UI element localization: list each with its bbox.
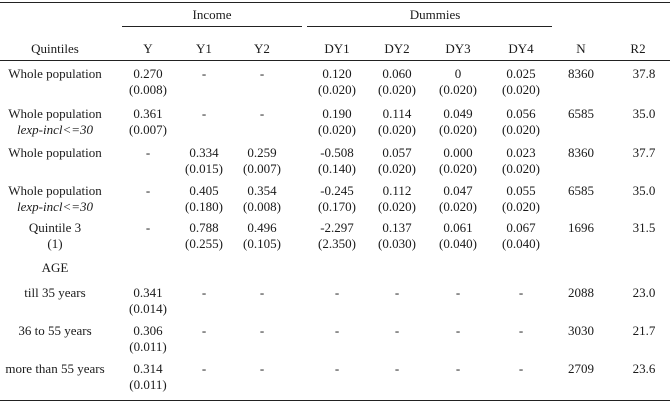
cell-y2: - <box>259 66 265 81</box>
cell-y1: 0.788 <box>189 220 219 235</box>
cell-dy4: 0.055 <box>506 183 536 198</box>
cell-dy4: (0.020) <box>502 199 540 214</box>
cell-dy4: 0.025 <box>506 66 536 81</box>
cell-y2: - <box>259 285 265 300</box>
cell-y2: (0.105) <box>243 236 281 251</box>
row-label: AGE <box>41 260 69 275</box>
cell-dy1: -2.297 <box>320 220 354 235</box>
cell-dy1: (0.140) <box>318 161 356 176</box>
cell-dy3: (0.020) <box>439 122 477 137</box>
cell-dy1: (0.020) <box>318 82 356 97</box>
cell-dy1: (0.020) <box>318 122 356 137</box>
row-label: till 35 years <box>24 285 86 300</box>
cell-r2: 23.6 <box>632 361 656 376</box>
cell-dy1: -0.245 <box>320 183 354 198</box>
cell-dy2: 0.060 <box>382 66 412 81</box>
cell-dy2: (0.020) <box>378 122 416 137</box>
cell-dy2: 0.057 <box>382 145 412 160</box>
column-header-quintiles: Quintiles <box>31 41 79 56</box>
cell-dy3: 0.061 <box>443 220 473 235</box>
column-header-y: Y <box>143 41 153 56</box>
cell-y2: - <box>259 323 265 338</box>
cell-y: - <box>145 220 151 235</box>
cell-dy3: - <box>455 361 461 376</box>
cell-n: 3030 <box>568 323 594 338</box>
row-label: Whole population <box>8 145 102 160</box>
cell-dy1: -0.508 <box>320 145 354 160</box>
cell-y: 0.361 <box>133 106 163 121</box>
cell-y: (0.011) <box>129 377 167 392</box>
cell-dy3: (0.020) <box>439 161 477 176</box>
cell-y: (0.014) <box>129 301 167 316</box>
cell-y1: 0.405 <box>189 183 219 198</box>
cell-dy4: (0.040) <box>502 236 540 251</box>
row-label: lexp-incl<=30 <box>16 122 94 137</box>
cell-y: - <box>145 183 151 198</box>
row-label: Whole population <box>8 106 102 121</box>
cell-r2: 35.0 <box>632 183 656 198</box>
cell-dy1: (0.170) <box>318 199 356 214</box>
cell-y: (0.007) <box>129 122 167 137</box>
cell-dy4: (0.020) <box>502 122 540 137</box>
cell-dy2: (0.020) <box>378 161 416 176</box>
cell-dy3: (0.020) <box>439 82 477 97</box>
cell-dy3: 0 <box>454 66 462 81</box>
group-header-dummies: Dummies <box>409 7 461 22</box>
cell-dy1: - <box>334 361 340 376</box>
row-label: Whole population <box>8 183 102 198</box>
income-rule <box>122 26 302 27</box>
cell-dy2: (0.020) <box>378 82 416 97</box>
cell-n: 2088 <box>568 285 594 300</box>
column-header-dy1: DY1 <box>324 41 350 56</box>
column-header-dy3: DY3 <box>445 41 471 56</box>
cell-dy4: 0.023 <box>506 145 536 160</box>
cell-dy2: - <box>394 285 400 300</box>
cell-r2: 31.5 <box>632 220 656 235</box>
cell-y: - <box>145 145 151 160</box>
cell-dy1: - <box>334 323 340 338</box>
cell-dy2: (0.030) <box>378 236 416 251</box>
cell-dy3: (0.020) <box>439 199 477 214</box>
cell-y: 0.314 <box>133 361 163 376</box>
cell-n: 1696 <box>568 220 594 235</box>
cell-dy4: 0.067 <box>506 220 536 235</box>
cell-r2: 23.0 <box>632 285 656 300</box>
cell-dy4: - <box>518 323 524 338</box>
cell-r2: 37.7 <box>632 145 656 160</box>
top-rule <box>0 2 670 3</box>
cell-y2: 0.354 <box>247 183 277 198</box>
row-label: more than 55 years <box>5 361 105 376</box>
cell-y: (0.011) <box>129 339 167 354</box>
header-rule <box>0 60 670 61</box>
cell-dy4: (0.020) <box>502 161 540 176</box>
cell-y1: (0.015) <box>185 161 223 176</box>
cell-y: 0.306 <box>133 323 163 338</box>
cell-dy1: 0.120 <box>322 66 352 81</box>
cell-r2: 21.7 <box>632 323 656 338</box>
column-header-y2: Y2 <box>254 41 270 56</box>
cell-dy3: - <box>455 323 461 338</box>
cell-y2: 0.259 <box>247 145 277 160</box>
cell-dy3: (0.040) <box>439 236 477 251</box>
cell-dy2: (0.020) <box>378 199 416 214</box>
cell-dy2: - <box>394 361 400 376</box>
cell-y1: - <box>201 323 207 338</box>
cell-dy2: - <box>394 323 400 338</box>
column-header-y1: Y1 <box>196 41 212 56</box>
cell-n: 8360 <box>568 66 594 81</box>
group-header-income: Income <box>192 7 232 22</box>
column-header-n: N <box>576 41 586 56</box>
cell-n: 6585 <box>568 106 594 121</box>
cell-y: (0.008) <box>129 82 167 97</box>
column-header-r2: R2 <box>630 41 646 56</box>
row-label: (1) <box>47 236 63 251</box>
cell-y2: 0.496 <box>247 220 277 235</box>
cell-dy1: - <box>334 285 340 300</box>
cell-n: 8360 <box>568 145 594 160</box>
cell-y1: (0.180) <box>185 199 223 214</box>
cell-y2: - <box>259 361 265 376</box>
cell-dy3: 0.047 <box>443 183 473 198</box>
cell-dy4: 0.056 <box>506 106 536 121</box>
cell-n: 6585 <box>568 183 594 198</box>
cell-r2: 35.0 <box>632 106 656 121</box>
cell-dy4: - <box>518 285 524 300</box>
cell-y1: (0.255) <box>185 236 223 251</box>
cell-dy2: 0.112 <box>382 183 412 198</box>
column-header-dy2: DY2 <box>384 41 410 56</box>
cell-dy3: 0.049 <box>443 106 473 121</box>
cell-y1: - <box>201 361 207 376</box>
cell-r2: 37.8 <box>632 66 656 81</box>
dummies-rule <box>307 26 552 27</box>
row-label: Whole population <box>8 66 102 81</box>
row-label: 36 to 55 years <box>18 323 92 338</box>
cell-dy4: - <box>518 361 524 376</box>
cell-dy2: 0.114 <box>382 106 412 121</box>
cell-dy3: - <box>455 285 461 300</box>
cell-y1: - <box>201 285 207 300</box>
cell-y2: (0.007) <box>243 161 281 176</box>
cell-y1: 0.334 <box>189 145 219 160</box>
cell-y2: - <box>259 106 265 121</box>
cell-y2: (0.008) <box>243 199 281 214</box>
cell-dy3: 0.000 <box>443 145 473 160</box>
row-label: lexp-incl<=30 <box>16 199 94 214</box>
cell-dy4: (0.020) <box>502 82 540 97</box>
cell-y: 0.341 <box>133 285 163 300</box>
cell-n: 2709 <box>568 361 594 376</box>
cell-dy1: (2.350) <box>318 236 356 251</box>
bottom-rule <box>0 400 670 401</box>
cell-dy1: 0.190 <box>322 106 352 121</box>
cell-y1: - <box>201 106 207 121</box>
row-label: Quintile 3 <box>28 220 82 235</box>
column-header-dy4: DY4 <box>508 41 534 56</box>
cell-y1: - <box>201 66 207 81</box>
cell-dy2: 0.137 <box>382 220 412 235</box>
cell-y: 0.270 <box>133 66 163 81</box>
